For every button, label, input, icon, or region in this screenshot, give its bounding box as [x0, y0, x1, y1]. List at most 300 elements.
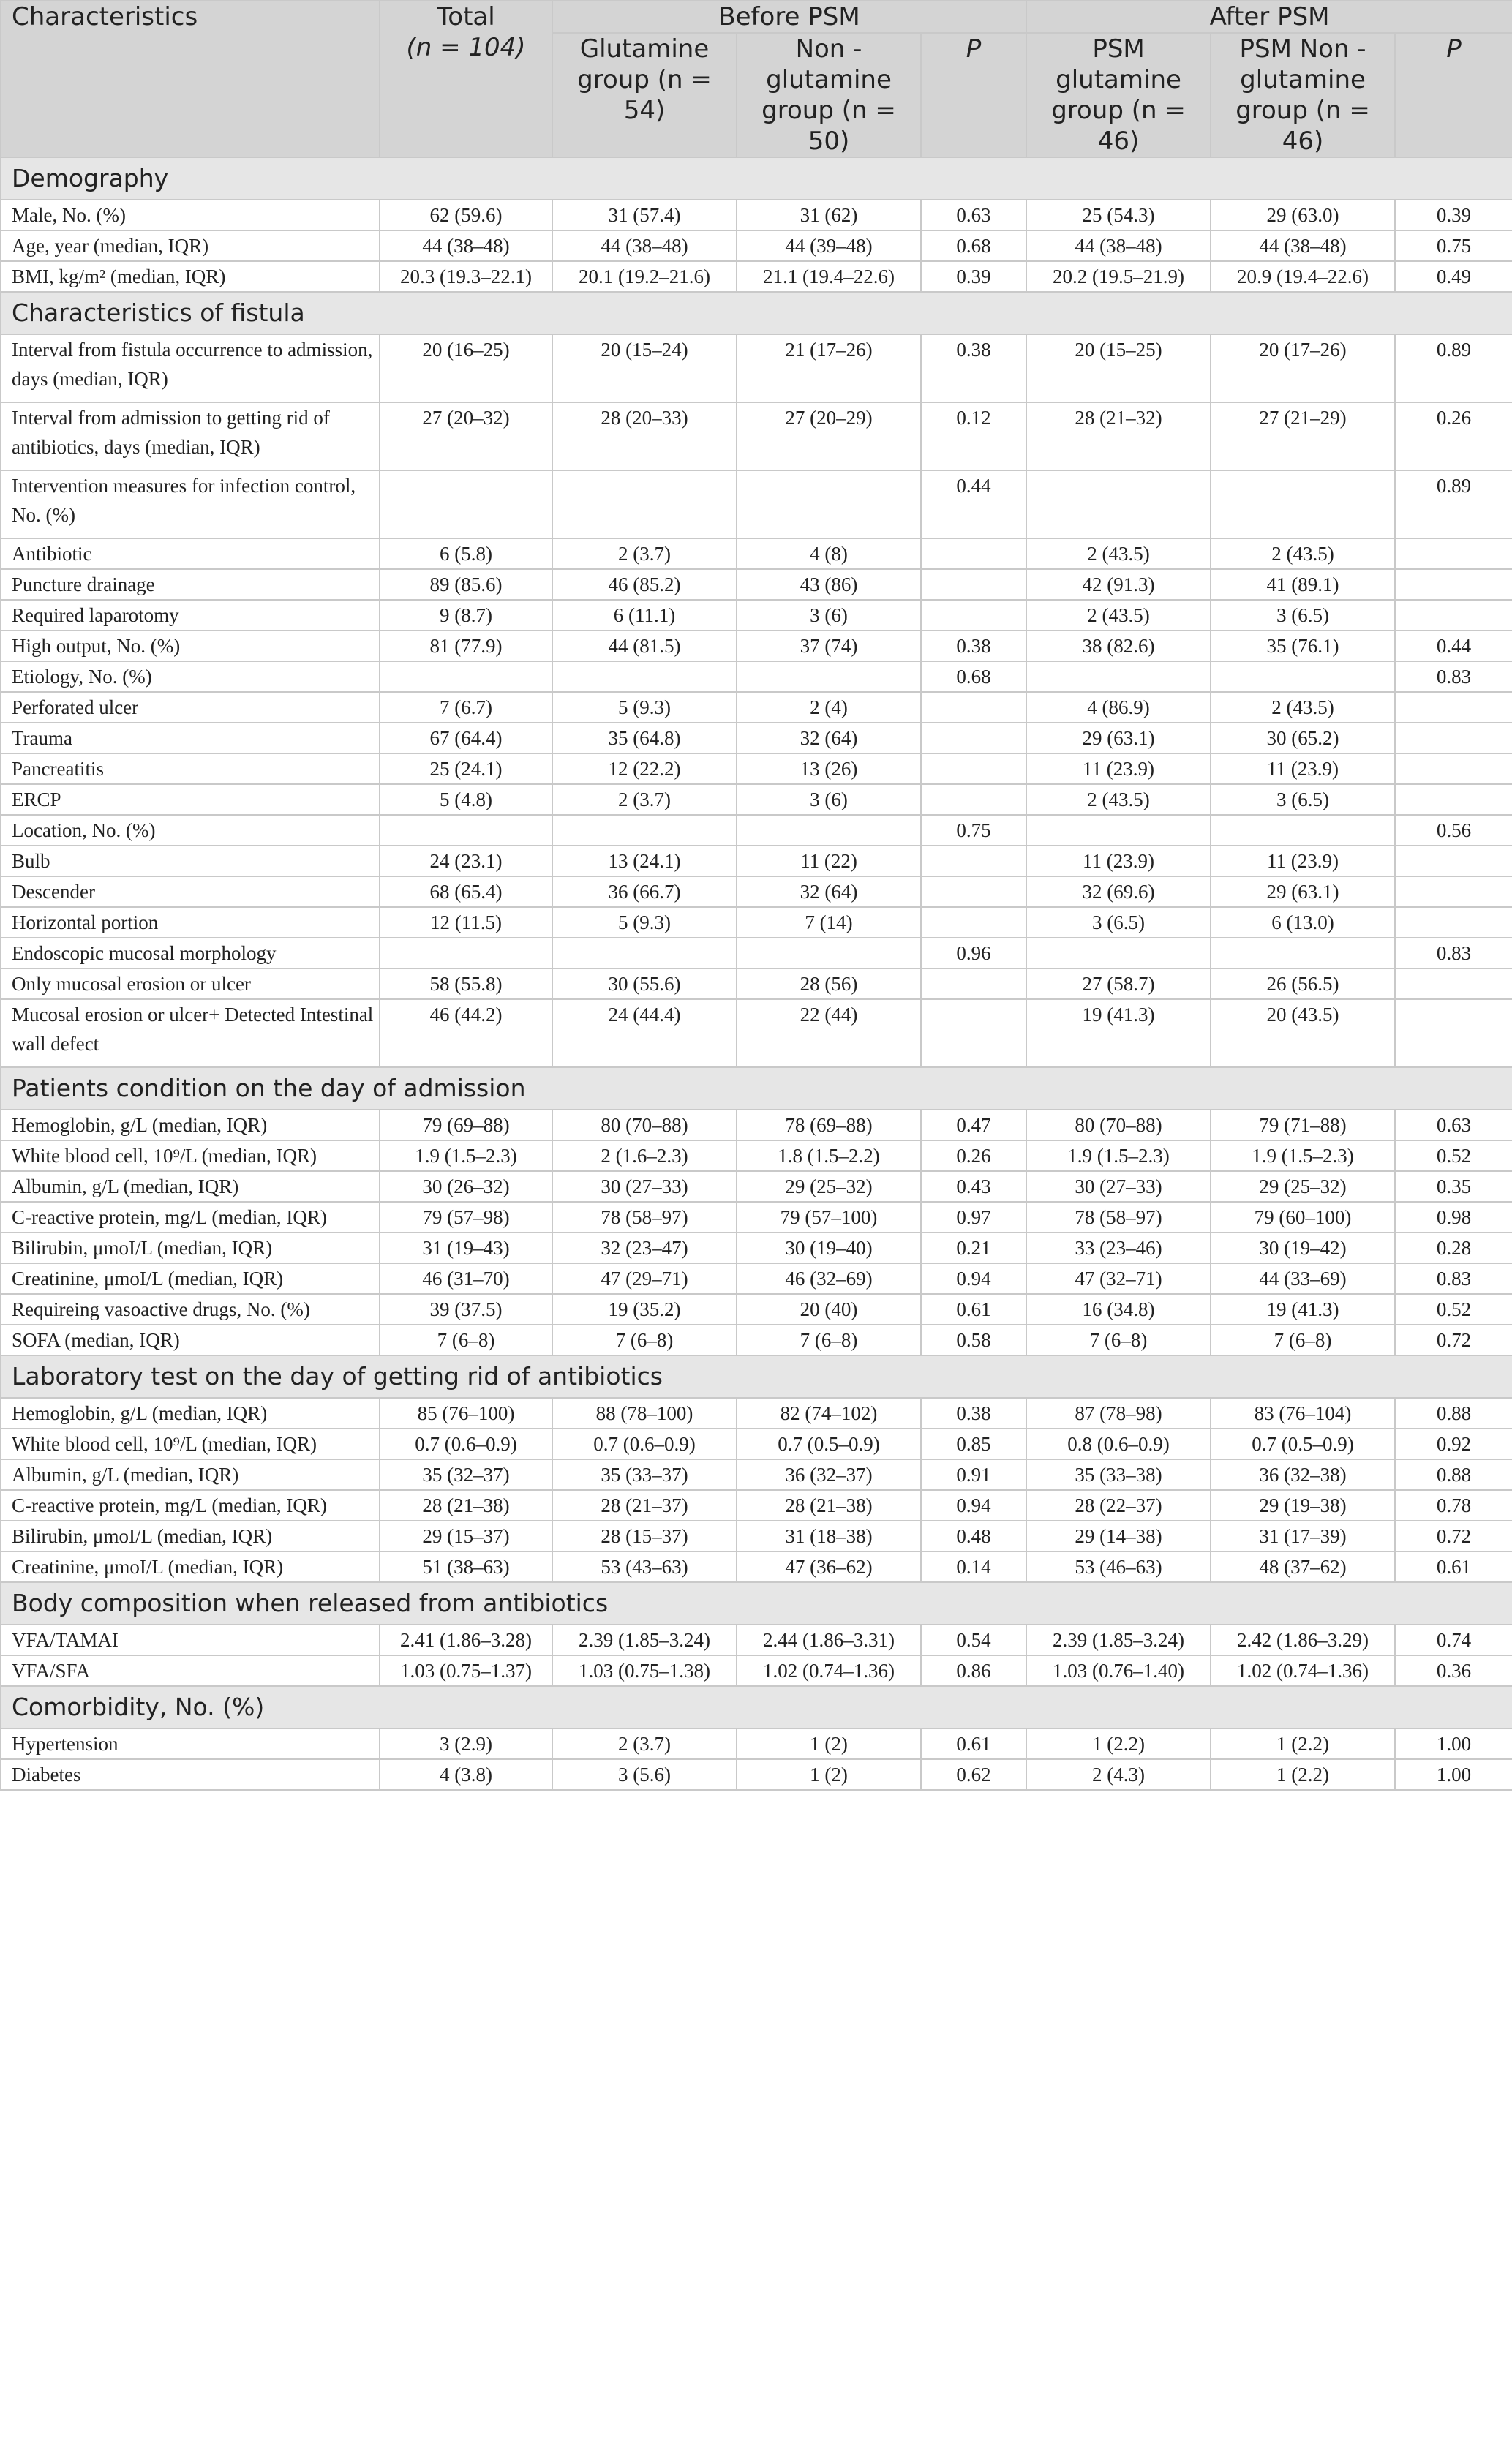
row-label: Antibiotic — [1, 538, 380, 569]
table-cell: 20.1 (19.2–21.6) — [552, 261, 737, 292]
table-cell: 0.83 — [1395, 661, 1512, 692]
table-cell: 0.94 — [921, 1490, 1026, 1521]
table-cell: 4 (8) — [737, 538, 921, 569]
row-label: Trauma — [1, 723, 380, 753]
header-total-label: Total — [437, 2, 495, 31]
table-cell: 2.41 (1.86–3.28) — [380, 1625, 552, 1655]
table-cell — [1395, 999, 1512, 1067]
row-label: Albumin, g/L (median, IQR) — [1, 1459, 380, 1490]
table-cell: 2 (43.5) — [1026, 600, 1211, 631]
table-cell: 12 (11.5) — [380, 907, 552, 938]
table-cell: 36 (66.7) — [552, 876, 737, 907]
table-cell: 47 (32–71) — [1026, 1263, 1211, 1294]
table-cell: 3 (6.5) — [1211, 784, 1395, 815]
table-cell — [1026, 661, 1211, 692]
table-cell: 20.2 (19.5–21.9) — [1026, 261, 1211, 292]
table-cell: 0.72 — [1395, 1521, 1512, 1551]
table-cell: 35 (76.1) — [1211, 631, 1395, 661]
table-cell: 32 (69.6) — [1026, 876, 1211, 907]
table-cell: 7 (6.7) — [380, 692, 552, 723]
section-title: Patients condition on the day of admission — [1, 1067, 1512, 1110]
table-cell: 1.8 (1.5–2.2) — [737, 1140, 921, 1171]
table-cell: 80 (70–88) — [552, 1110, 737, 1140]
table-body — [1, 157, 1512, 1790]
table-cell: 4 (86.9) — [1026, 692, 1211, 723]
table-row — [1, 1233, 1512, 1263]
table-cell — [921, 999, 1026, 1067]
table-cell: 5 (9.3) — [552, 907, 737, 938]
table-cell — [921, 538, 1026, 569]
row-label: Male, No. (%) — [1, 200, 380, 230]
table-cell: 46 (85.2) — [552, 569, 737, 600]
row-label: Bilirubin, μmoI/L (median, IQR) — [1, 1521, 380, 1551]
table-cell: 6 (13.0) — [1211, 907, 1395, 938]
row-label: Pancreatitis — [1, 753, 380, 784]
table-cell: 0.26 — [921, 1140, 1026, 1171]
table-cell: 0.38 — [921, 631, 1026, 661]
table-cell: 11 (23.9) — [1211, 846, 1395, 876]
row-label: VFA/SFA — [1, 1655, 380, 1686]
table-row — [1, 1263, 1512, 1294]
table-cell: 1.00 — [1395, 1759, 1512, 1790]
table-row — [1, 1398, 1512, 1429]
table-row — [1, 200, 1512, 230]
table-cell: 2.44 (1.86–3.31) — [737, 1625, 921, 1655]
table-cell: 0.97 — [921, 1202, 1026, 1233]
table-cell: 87 (78–98) — [1026, 1398, 1211, 1429]
table-cell — [1395, 569, 1512, 600]
table-cell: 0.36 — [1395, 1655, 1512, 1686]
table-cell: 3 (6) — [737, 600, 921, 631]
table-row — [1, 1521, 1512, 1551]
table-cell — [380, 815, 552, 846]
table-cell — [737, 815, 921, 846]
table-row — [1, 876, 1512, 907]
table-cell: 0.83 — [1395, 938, 1512, 968]
table-cell: 1.00 — [1395, 1728, 1512, 1759]
table-cell: 41 (89.1) — [1211, 569, 1395, 600]
table-cell: 62 (59.6) — [380, 200, 552, 230]
table-cell: 78 (69–88) — [737, 1110, 921, 1140]
table-cell — [921, 692, 1026, 723]
table-cell: 29 (15–37) — [380, 1521, 552, 1551]
table-cell — [1395, 784, 1512, 815]
section-title: Comorbidity, No. (%) — [1, 1686, 1512, 1728]
table-cell: 1 (2) — [737, 1759, 921, 1790]
table-cell: 0.91 — [921, 1459, 1026, 1490]
table-cell: 11 (23.9) — [1211, 753, 1395, 784]
table-cell: 29 (14–38) — [1026, 1521, 1211, 1551]
table-cell: 0.88 — [1395, 1398, 1512, 1429]
table-row — [1, 1202, 1512, 1233]
table-cell: 19 (35.2) — [552, 1294, 737, 1325]
table-cell: 2 (3.7) — [552, 784, 737, 815]
table-cell: 35 (33–38) — [1026, 1459, 1211, 1490]
table-cell: 80 (70–88) — [1026, 1110, 1211, 1140]
table-cell: 29 (63.1) — [1026, 723, 1211, 753]
header-col-p-after: P — [1395, 33, 1512, 157]
table-cell — [1395, 692, 1512, 723]
table-cell: 79 (57–100) — [737, 1202, 921, 1233]
table-cell: 44 (38–48) — [380, 230, 552, 261]
header-col-psm-glutamine: PSM glutamine group (n = 46) — [1026, 33, 1211, 157]
table-cell — [921, 569, 1026, 600]
table-cell: 0.7 (0.6–0.9) — [552, 1429, 737, 1459]
table-row — [1, 846, 1512, 876]
table-row — [1, 470, 1512, 538]
table-cell: 2.42 (1.86–3.29) — [1211, 1625, 1395, 1655]
table-cell: 1 (2.2) — [1211, 1728, 1395, 1759]
table-cell: 0.98 — [1395, 1202, 1512, 1233]
table-cell: 47 (29–71) — [552, 1263, 737, 1294]
table-row — [1, 1551, 1512, 1582]
section-title: Laboratory test on the day of getting rid of antibiotics — [1, 1355, 1512, 1398]
table-cell: 4 (3.8) — [380, 1759, 552, 1790]
table-cell: 20 (40) — [737, 1294, 921, 1325]
table-cell: 0.14 — [921, 1551, 1026, 1582]
table-cell — [1395, 753, 1512, 784]
table-cell: 78 (58–97) — [552, 1202, 737, 1233]
row-label: Required laparotomy — [1, 600, 380, 631]
table-cell: 1.02 (0.74–1.36) — [1211, 1655, 1395, 1686]
table-cell: 29 (19–38) — [1211, 1490, 1395, 1521]
row-label: Only mucosal erosion or ulcer — [1, 968, 380, 999]
table-cell — [921, 723, 1026, 753]
table-cell: 28 (20–33) — [552, 402, 737, 470]
table-cell: 20 (15–24) — [552, 334, 737, 402]
table-cell: 13 (26) — [737, 753, 921, 784]
table-cell: 33 (23–46) — [1026, 1233, 1211, 1263]
table-cell: 32 (64) — [737, 876, 921, 907]
table-cell: 0.85 — [921, 1429, 1026, 1459]
table-cell: 0.61 — [921, 1728, 1026, 1759]
table-row — [1, 230, 1512, 261]
table-cell: 29 (25–32) — [737, 1171, 921, 1202]
table-cell: 2 (43.5) — [1211, 538, 1395, 569]
table-cell: 35 (33–37) — [552, 1459, 737, 1490]
row-label: High output, No. (%) — [1, 631, 380, 661]
table-cell: 6 (11.1) — [552, 600, 737, 631]
header-col-glutamine: Glutamine group (n = 54) — [552, 33, 737, 157]
table-row — [1, 1325, 1512, 1355]
table-cell: 48 (37–62) — [1211, 1551, 1395, 1582]
table-cell: 46 (44.2) — [380, 999, 552, 1067]
table-cell: 32 (23–47) — [552, 1233, 737, 1263]
table-cell: 0.44 — [921, 470, 1026, 538]
table-cell: 29 (25–32) — [1211, 1171, 1395, 1202]
table-cell: 0.28 — [1395, 1233, 1512, 1263]
table-cell: 42 (91.3) — [1026, 569, 1211, 600]
table-cell: 68 (65.4) — [380, 876, 552, 907]
table-cell: 44 (38–48) — [552, 230, 737, 261]
table-cell — [1395, 907, 1512, 938]
table-cell: 0.54 — [921, 1625, 1026, 1655]
table-cell: 0.44 — [1395, 631, 1512, 661]
table-cell — [380, 661, 552, 692]
header-total — [380, 1, 552, 157]
section-row — [1, 1582, 1512, 1625]
table-cell: 0.21 — [921, 1233, 1026, 1263]
table-cell: 44 (81.5) — [552, 631, 737, 661]
table-cell: 0.68 — [921, 230, 1026, 261]
table-cell: 89 (85.6) — [380, 569, 552, 600]
table-row — [1, 402, 1512, 470]
table-cell: 83 (76–104) — [1211, 1398, 1395, 1429]
table-cell: 0.83 — [1395, 1263, 1512, 1294]
table-cell: 37 (74) — [737, 631, 921, 661]
table-cell: 28 (15–37) — [552, 1521, 737, 1551]
table-cell — [1211, 815, 1395, 846]
table-cell: 46 (31–70) — [380, 1263, 552, 1294]
table-cell: 5 (4.8) — [380, 784, 552, 815]
table-cell — [1395, 846, 1512, 876]
table-cell: 0.72 — [1395, 1325, 1512, 1355]
table-cell — [1211, 470, 1395, 538]
section-row — [1, 1067, 1512, 1110]
table-row — [1, 1171, 1512, 1202]
table-cell — [380, 938, 552, 968]
table-cell: 44 (38–48) — [1211, 230, 1395, 261]
table-cell — [552, 938, 737, 968]
row-label: Bulb — [1, 846, 380, 876]
table-cell — [552, 470, 737, 538]
table-cell: 0.63 — [921, 200, 1026, 230]
row-label: SOFA (median, IQR) — [1, 1325, 380, 1355]
table-cell: 44 (33–69) — [1211, 1263, 1395, 1294]
table-row — [1, 569, 1512, 600]
section-row — [1, 1686, 1512, 1728]
table-cell — [921, 876, 1026, 907]
row-label: Hypertension — [1, 1728, 380, 1759]
table-cell: 28 (21–38) — [380, 1490, 552, 1521]
table-cell — [1026, 470, 1211, 538]
table-cell: 30 (19–40) — [737, 1233, 921, 1263]
table-cell: 20.3 (19.3–22.1) — [380, 261, 552, 292]
table-cell: 21 (17–26) — [737, 334, 921, 402]
table-cell: 9 (8.7) — [380, 600, 552, 631]
table-cell: 79 (71–88) — [1211, 1110, 1395, 1140]
table-cell: 0.88 — [1395, 1459, 1512, 1490]
row-label: BMI, kg/m² (median, IQR) — [1, 261, 380, 292]
header-characteristics: Characteristics — [1, 1, 380, 157]
table-cell: 29 (63.1) — [1211, 876, 1395, 907]
table-cell: 28 (22–37) — [1026, 1490, 1211, 1521]
table-cell: 24 (44.4) — [552, 999, 737, 1067]
table-cell: 79 (60–100) — [1211, 1202, 1395, 1233]
table-cell: 28 (56) — [737, 968, 921, 999]
table-cell: 39 (37.5) — [380, 1294, 552, 1325]
table-cell: 3 (5.6) — [552, 1759, 737, 1790]
table-cell: 1.9 (1.5–2.3) — [1211, 1140, 1395, 1171]
table-cell: 0.94 — [921, 1263, 1026, 1294]
table-row — [1, 1655, 1512, 1686]
table-row — [1, 334, 1512, 402]
table-cell: 30 (19–42) — [1211, 1233, 1395, 1263]
table-cell — [737, 470, 921, 538]
row-label: Albumin, g/L (median, IQR) — [1, 1171, 380, 1202]
table-cell: 35 (32–37) — [380, 1459, 552, 1490]
table-cell: 20.9 (19.4–22.6) — [1211, 261, 1395, 292]
row-label: Diabetes — [1, 1759, 380, 1790]
row-label: C-reactive protein, mg/L (median, IQR) — [1, 1202, 380, 1233]
row-label: VFA/TAMAI — [1, 1625, 380, 1655]
section-row — [1, 157, 1512, 200]
row-label: Creatinine, μmoI/L (median, IQR) — [1, 1263, 380, 1294]
table-cell: 28 (21–37) — [552, 1490, 737, 1521]
table-cell: 53 (43–63) — [552, 1551, 737, 1582]
table-cell: 28 (21–32) — [1026, 402, 1211, 470]
table-cell: 0.49 — [1395, 261, 1512, 292]
table-cell: 25 (24.1) — [380, 753, 552, 784]
table-cell — [921, 600, 1026, 631]
table-cell: 0.7 (0.5–0.9) — [737, 1429, 921, 1459]
table-row — [1, 692, 1512, 723]
row-label: Mucosal erosion or ulcer+ Detected Intestinal wall defect — [1, 999, 380, 1067]
table-cell — [737, 938, 921, 968]
table-cell: 19 (41.3) — [1026, 999, 1211, 1067]
table-cell: 1 (2) — [737, 1728, 921, 1759]
table-cell: 7 (6–8) — [552, 1325, 737, 1355]
section-row — [1, 292, 1512, 334]
table-cell: 3 (2.9) — [380, 1728, 552, 1759]
table-row — [1, 815, 1512, 846]
table-cell: 2 (43.5) — [1026, 538, 1211, 569]
table-cell: 0.12 — [921, 402, 1026, 470]
table-cell — [921, 753, 1026, 784]
row-label: ERCP — [1, 784, 380, 815]
table-row — [1, 1110, 1512, 1140]
table-row — [1, 1429, 1512, 1459]
table-cell: 32 (64) — [737, 723, 921, 753]
table-cell: 29 (63.0) — [1211, 200, 1395, 230]
table-cell: 35 (64.8) — [552, 723, 737, 753]
table-cell: 79 (57–98) — [380, 1202, 552, 1233]
table-row — [1, 1759, 1512, 1790]
table-cell: 20 (43.5) — [1211, 999, 1395, 1067]
row-label: Bilirubin, μmoI/L (median, IQR) — [1, 1233, 380, 1263]
row-label: Requireing vasoactive drugs, No. (%) — [1, 1294, 380, 1325]
table-cell — [921, 907, 1026, 938]
row-label: Intervention measures for infection control, No. (%) — [1, 470, 380, 538]
row-label: Etiology, No. (%) — [1, 661, 380, 692]
table-cell: 44 (38–48) — [1026, 230, 1211, 261]
table-cell: 0.48 — [921, 1521, 1026, 1551]
table-row — [1, 1728, 1512, 1759]
table-cell: 67 (64.4) — [380, 723, 552, 753]
table-cell — [1211, 661, 1395, 692]
table-row — [1, 968, 1512, 999]
table-cell: 24 (23.1) — [380, 846, 552, 876]
table-cell — [1395, 538, 1512, 569]
table-cell — [552, 661, 737, 692]
table-cell: 0.89 — [1395, 470, 1512, 538]
table-row — [1, 723, 1512, 753]
table-row — [1, 907, 1512, 938]
table-cell: 3 (6.5) — [1026, 907, 1211, 938]
table-cell: 30 (26–32) — [380, 1171, 552, 1202]
row-label: Creatinine, μmoI/L (median, IQR) — [1, 1551, 380, 1582]
table-cell: 43 (86) — [737, 569, 921, 600]
table-cell: 20 (15–25) — [1026, 334, 1211, 402]
table-cell: 19 (41.3) — [1211, 1294, 1395, 1325]
table-cell: 0.61 — [921, 1294, 1026, 1325]
table-cell: 7 (6–8) — [1211, 1325, 1395, 1355]
table-row — [1, 999, 1512, 1067]
table-cell: 28 (21–38) — [737, 1490, 921, 1521]
section-title: Body composition when released from antibiotics — [1, 1582, 1512, 1625]
table-cell: 20 (16–25) — [380, 334, 552, 402]
row-label: Location, No. (%) — [1, 815, 380, 846]
table-cell: 5 (9.3) — [552, 692, 737, 723]
table-cell: 2.39 (1.85–3.24) — [1026, 1625, 1211, 1655]
table-cell: 7 (6–8) — [1026, 1325, 1211, 1355]
table-cell: 27 (20–29) — [737, 402, 921, 470]
table-row — [1, 1294, 1512, 1325]
table-cell: 1.03 (0.75–1.37) — [380, 1655, 552, 1686]
table-cell: 27 (20–32) — [380, 402, 552, 470]
table-cell: 0.63 — [1395, 1110, 1512, 1140]
table-cell: 1.02 (0.74–1.36) — [737, 1655, 921, 1686]
table-row — [1, 1140, 1512, 1171]
table-row — [1, 1490, 1512, 1521]
header-col-psm-non-glutamine: PSM Non - glutamine group (n = 46) — [1211, 33, 1395, 157]
table-cell: 6 (5.8) — [380, 538, 552, 569]
row-label: Age, year (median, IQR) — [1, 230, 380, 261]
table-cell: 2 (1.6–2.3) — [552, 1140, 737, 1171]
header-after-psm: After PSM — [1026, 1, 1512, 33]
table-cell: 36 (32–37) — [737, 1459, 921, 1490]
table-cell: 36 (32–38) — [1211, 1459, 1395, 1490]
row-label: Hemoglobin, g/L (median, IQR) — [1, 1110, 380, 1140]
table-cell: 0.52 — [1395, 1140, 1512, 1171]
table-cell: 0.74 — [1395, 1625, 1512, 1655]
table-cell: 7 (6–8) — [380, 1325, 552, 1355]
table-cell — [737, 661, 921, 692]
table-cell: 30 (55.6) — [552, 968, 737, 999]
table-cell — [1395, 723, 1512, 753]
table-cell: 31 (19–43) — [380, 1233, 552, 1263]
table-row — [1, 1625, 1512, 1655]
header-col-p-before: P — [921, 33, 1026, 157]
table-cell: 1.03 (0.75–1.38) — [552, 1655, 737, 1686]
table-row — [1, 1459, 1512, 1490]
table-cell: 2 (43.5) — [1026, 784, 1211, 815]
row-label: Puncture drainage — [1, 569, 380, 600]
table-cell: 0.7 (0.6–0.9) — [380, 1429, 552, 1459]
table-cell: 1.03 (0.76–1.40) — [1026, 1655, 1211, 1686]
table-cell — [921, 846, 1026, 876]
row-label: White blood cell, 10⁹/L (median, IQR) — [1, 1140, 380, 1171]
table-cell — [552, 815, 737, 846]
table-cell — [1395, 600, 1512, 631]
table-cell: 3 (6.5) — [1211, 600, 1395, 631]
table-cell: 21.1 (19.4–22.6) — [737, 261, 921, 292]
table-cell: 0.61 — [1395, 1551, 1512, 1582]
table-cell: 30 (27–33) — [552, 1171, 737, 1202]
table-cell: 0.89 — [1395, 334, 1512, 402]
table-cell: 2 (43.5) — [1211, 692, 1395, 723]
row-label: Hemoglobin, g/L (median, IQR) — [1, 1398, 380, 1429]
table-cell — [1395, 968, 1512, 999]
table-cell — [921, 968, 1026, 999]
table-cell: 22 (44) — [737, 999, 921, 1067]
table-cell — [921, 784, 1026, 815]
table-cell: 79 (69–88) — [380, 1110, 552, 1140]
table-cell: 30 (65.2) — [1211, 723, 1395, 753]
table-cell: 25 (54.3) — [1026, 200, 1211, 230]
table-row — [1, 753, 1512, 784]
table-cell: 0.7 (0.5–0.9) — [1211, 1429, 1395, 1459]
